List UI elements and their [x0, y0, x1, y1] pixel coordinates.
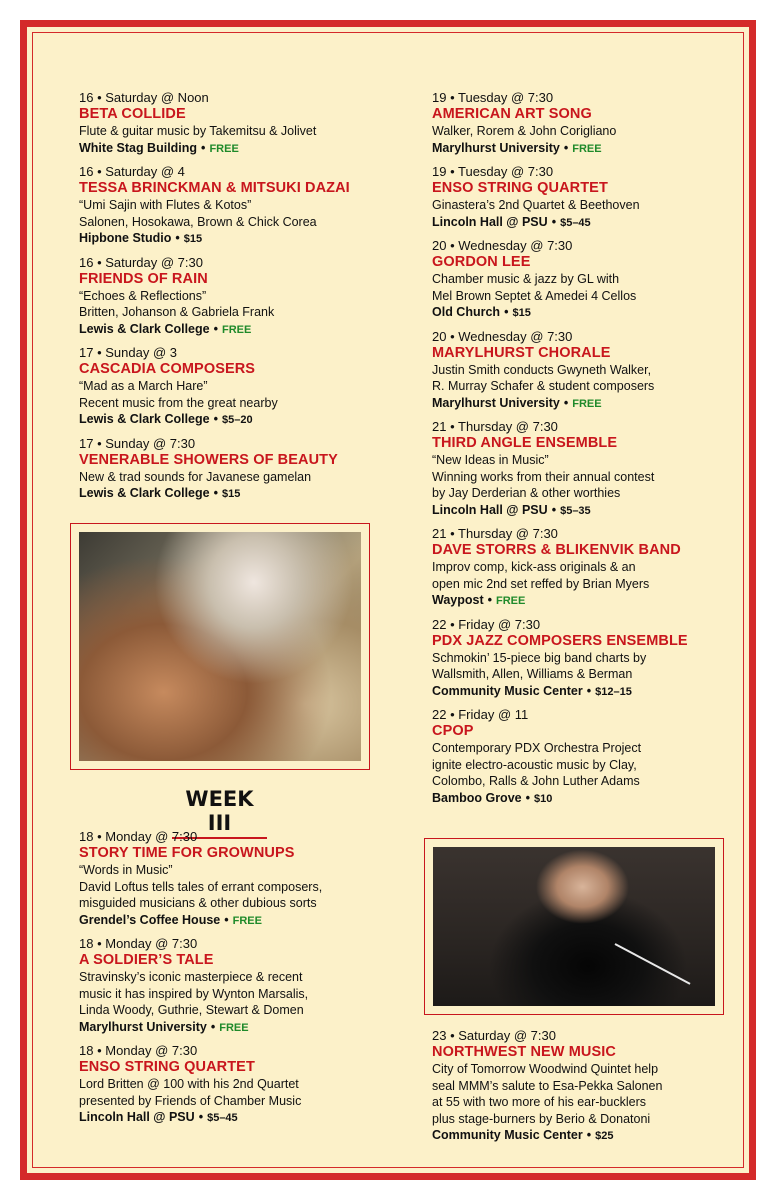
event-date: 17 • Sunday @ 3 — [79, 345, 177, 360]
event-listing — [432, 329, 732, 413]
event-date: 19 • Tuesday @ 7:30 — [432, 90, 554, 105]
event-date: 23 • Saturday @ 7:30 — [432, 1028, 556, 1043]
event-title: PDX JAZZ COMPOSERS ENSEMBLE — [432, 632, 688, 649]
event-description: open mic 2nd set reffed by Brian Myers — [432, 576, 650, 591]
right-column-events — [432, 90, 732, 814]
bullet-separator: • — [224, 912, 229, 927]
event-listing — [79, 436, 379, 503]
event-venue: White Stag Building — [79, 140, 198, 155]
event-description: “Echoes & Reflections” — [79, 288, 207, 303]
event-listing — [432, 526, 732, 610]
event-venue-line — [79, 140, 379, 158]
event-description: Britten, Johanson & Gabriela Frank — [79, 305, 275, 319]
bullet-separator: • — [525, 790, 530, 805]
bullet-separator: • — [175, 231, 180, 245]
event-price: FREE — [219, 1021, 249, 1034]
event-description: Wallsmith, Allen, Williams & Berman — [432, 667, 633, 681]
event-title: THIRD ANGLE ENSEMBLE — [432, 435, 618, 451]
left-column-events — [79, 90, 379, 510]
event-title: MARYLHURST CHORALE — [432, 344, 611, 361]
event-venue-line — [432, 592, 732, 610]
event-description: Stravinsky’s iconic masterpiece & recent — [79, 970, 303, 984]
event-title: TESSA BRINCKMAN & MITSUKI DAZAI — [79, 180, 350, 196]
bullet-separator: • — [563, 395, 569, 410]
event-venue-line — [432, 683, 732, 701]
final-events — [432, 1028, 732, 1152]
event-description: Improv comp, kick-ass originals & an — [432, 560, 636, 574]
event-date: 20 • Wednesday @ 7:30 — [432, 328, 573, 344]
event-venue: Bamboo Grove — [432, 790, 522, 805]
event-date: 21 • Thursday @ 7:30 — [432, 526, 558, 541]
event-venue: Waypost — [432, 593, 484, 607]
event-listing — [432, 238, 732, 322]
event-description: by Jay Derderian & other worthies — [432, 486, 621, 500]
event-description: “Umi Sajin with Flutes & Kotos” — [79, 198, 252, 212]
event-date: 21 • Thursday @ 7:30 — [432, 419, 558, 434]
event-listing — [432, 164, 732, 231]
event-price: $15 — [512, 307, 531, 319]
event-venue: Community Music Center — [432, 1128, 583, 1142]
event-venue: Lincoln Hall @ PSU — [79, 1110, 195, 1124]
event-date: 22 • Friday @ 7:30 — [432, 616, 541, 632]
puppet-photo — [70, 523, 370, 770]
event-venue-line — [79, 321, 379, 339]
event-price: $10 — [534, 792, 553, 805]
bullet-separator: • — [487, 593, 493, 607]
bullet-separator: • — [586, 1128, 592, 1142]
event-title: A SOLDIER’S TALE — [79, 952, 214, 968]
event-date: 16 • Saturday @ 4 — [79, 164, 185, 179]
event-description: plus stage-burners by Berio & Donatoni — [432, 1111, 651, 1126]
week-heading: WEEK III — [172, 787, 267, 839]
event-description: seal MMM’s salute to Esa-Pekka Salonen — [432, 1078, 663, 1093]
event-venue-line — [79, 411, 379, 429]
week3-column-events — [79, 829, 379, 1134]
event-listing — [79, 345, 379, 429]
event-venue-line — [79, 912, 379, 930]
event-title: CASCADIA COMPOSERS — [79, 361, 256, 377]
event-date: 17 • Sunday @ 7:30 — [79, 435, 196, 451]
event-listing — [432, 90, 732, 157]
baton-shape — [615, 943, 691, 985]
event-title: VENERABLE SHOWERS OF BEAUTY — [79, 451, 338, 468]
event-venue-line — [432, 304, 732, 322]
event-venue-line — [79, 1019, 379, 1037]
event-date: 18 • Monday @ 7:30 — [79, 936, 198, 951]
bullet-separator: • — [551, 214, 557, 229]
event-venue-line — [432, 214, 732, 232]
puppet-photo-image — [79, 532, 361, 761]
event-price: $15 — [183, 233, 203, 245]
event-venue-line — [432, 140, 732, 158]
event-venue-line — [432, 790, 732, 808]
event-description: misguided musicians & other dubious sorts — [79, 896, 317, 910]
event-listing — [79, 829, 379, 929]
bullet-separator: • — [213, 321, 218, 336]
event-venue: Lincoln Hall @ PSU — [432, 502, 548, 517]
event-listing — [79, 255, 379, 339]
event-venue: Marylhurst University — [432, 395, 560, 410]
bullet-separator: • — [213, 486, 218, 500]
event-date: 18 • Monday @ 7:30 — [79, 829, 198, 844]
event-listing — [432, 617, 732, 701]
event-title: STORY TIME FOR GROWNUPS — [79, 845, 295, 861]
event-price: FREE — [209, 142, 239, 155]
event-description: David Loftus tells tales of errant composers, — [79, 879, 323, 894]
event-description: Justin Smith conducts Gwyneth Walker, — [432, 362, 652, 377]
event-date: 20 • Wednesday @ 7:30 — [432, 238, 573, 253]
event-price: $15 — [222, 488, 241, 500]
event-venue: Lewis & Clark College — [79, 486, 210, 500]
bullet-separator: • — [201, 140, 206, 155]
bullet-separator: • — [210, 1019, 216, 1034]
event-title: ENSO STRING QUARTET — [79, 1059, 255, 1075]
event-venue-line — [432, 395, 732, 413]
event-title: NORTHWEST NEW MUSIC — [432, 1044, 616, 1060]
event-venue: Marylhurst University — [432, 140, 560, 155]
event-description: “Mad as a March Hare” — [79, 379, 208, 393]
bullet-separator: • — [213, 412, 218, 426]
event-listing — [432, 419, 732, 519]
event-title: CPOP — [432, 723, 474, 739]
event-description: “New Ideas in Music” — [432, 453, 549, 467]
event-date: 16 • Saturday @ Noon — [79, 90, 209, 105]
event-listing — [79, 936, 379, 1036]
event-venue-line — [432, 1127, 732, 1145]
event-description: Lord Britten @ 100 with his 2nd Quartet — [79, 1077, 299, 1091]
event-description: Recent music from the great nearby — [79, 395, 278, 410]
event-description: New & trad sounds for Javanese gamelan — [79, 469, 312, 484]
event-listing — [79, 1043, 379, 1127]
event-description: Contemporary PDX Orchestra Project — [432, 741, 642, 755]
event-price: FREE — [222, 323, 252, 336]
event-description: music it has inspired by Wynton Marsalis, — [79, 986, 309, 1001]
event-date: 22 • Friday @ 11 — [432, 707, 529, 722]
event-description: “Words in Music” — [79, 863, 173, 877]
event-price: FREE — [572, 397, 602, 410]
conductor-photo — [424, 838, 724, 1015]
event-title: AMERICAN ART SONG — [432, 106, 592, 122]
event-venue: Lincoln Hall @ PSU — [432, 214, 548, 229]
event-venue: Lewis & Clark College — [79, 412, 210, 426]
event-price: $5–35 — [560, 504, 591, 517]
event-date: 16 • Saturday @ 7:30 — [79, 254, 203, 270]
event-price: FREE — [572, 142, 602, 155]
bullet-separator: • — [551, 502, 557, 517]
event-price: FREE — [496, 595, 526, 607]
event-price: $5–20 — [222, 414, 253, 426]
event-price: $5–45 — [207, 1112, 238, 1124]
event-price: $25 — [595, 1130, 614, 1142]
event-venue-line — [432, 502, 732, 520]
event-description: Chamber music & jazz by GL with — [432, 272, 620, 286]
event-venue-line — [79, 1109, 379, 1127]
event-venue: Marylhurst University — [79, 1019, 207, 1034]
conductor-photo-image — [433, 847, 715, 1006]
event-description: ignite electro-acoustic music by Clay, — [432, 757, 637, 772]
event-description: Winning works from their annual contest — [432, 469, 655, 484]
event-price: $12–15 — [595, 685, 632, 698]
event-title: ENSO STRING QUARTET — [432, 180, 608, 196]
event-date: 19 • Tuesday @ 7:30 — [432, 164, 554, 179]
event-venue: Grendel’s Coffee House — [79, 912, 221, 927]
event-venue-line — [79, 230, 379, 248]
event-title: FRIENDS OF RAIN — [79, 270, 208, 287]
event-description: Schmokin’ 15-piece big band charts by — [432, 650, 647, 665]
event-description: Linda Woody, Guthrie, Stewart & Domen — [79, 1003, 304, 1017]
event-venue: Lewis & Clark College — [79, 321, 210, 336]
event-venue: Old Church — [432, 305, 501, 319]
event-description: Colombo, Ralls & John Luther Adams — [432, 774, 640, 788]
event-venue: Hipbone Studio — [79, 231, 172, 245]
bullet-separator: • — [586, 683, 592, 698]
bullet-separator: • — [504, 305, 509, 319]
event-listing — [432, 1028, 732, 1145]
event-price: FREE — [232, 914, 262, 927]
event-title: DAVE STORRS & BLIKENVIK BAND — [432, 542, 681, 558]
event-title: GORDON LEE — [432, 254, 531, 270]
event-listing — [79, 164, 379, 248]
event-description: presented by Friends of Chamber Music — [79, 1093, 302, 1108]
event-listing — [79, 90, 379, 157]
event-description: at 55 with two more of his ear-bucklers — [432, 1095, 646, 1109]
event-price: $5–45 — [560, 216, 591, 229]
event-description: R. Murray Schafer & student composers — [432, 379, 655, 393]
event-description: Ginastera’s 2nd Quartet & Beethoven — [432, 198, 640, 212]
event-description: Walker, Rorem & John Corigliano — [432, 124, 617, 138]
event-description: Mel Brown Septet & Amedei 4 Cellos — [432, 288, 637, 303]
event-date: 18 • Monday @ 7:30 — [79, 1043, 198, 1058]
event-title: BETA COLLIDE — [79, 106, 186, 122]
event-description: Salonen, Hosokawa, Brown & Chick Corea — [79, 214, 317, 229]
event-venue: Community Music Center — [432, 683, 583, 698]
event-venue-line — [79, 485, 379, 503]
event-listing — [432, 707, 732, 807]
event-description: Flute & guitar music by Takemitsu & Jolivet — [79, 124, 317, 138]
event-description: City of Tomorrow Woodwind Quintet help — [432, 1062, 659, 1076]
bullet-separator: • — [563, 140, 569, 155]
bullet-separator: • — [198, 1110, 204, 1124]
